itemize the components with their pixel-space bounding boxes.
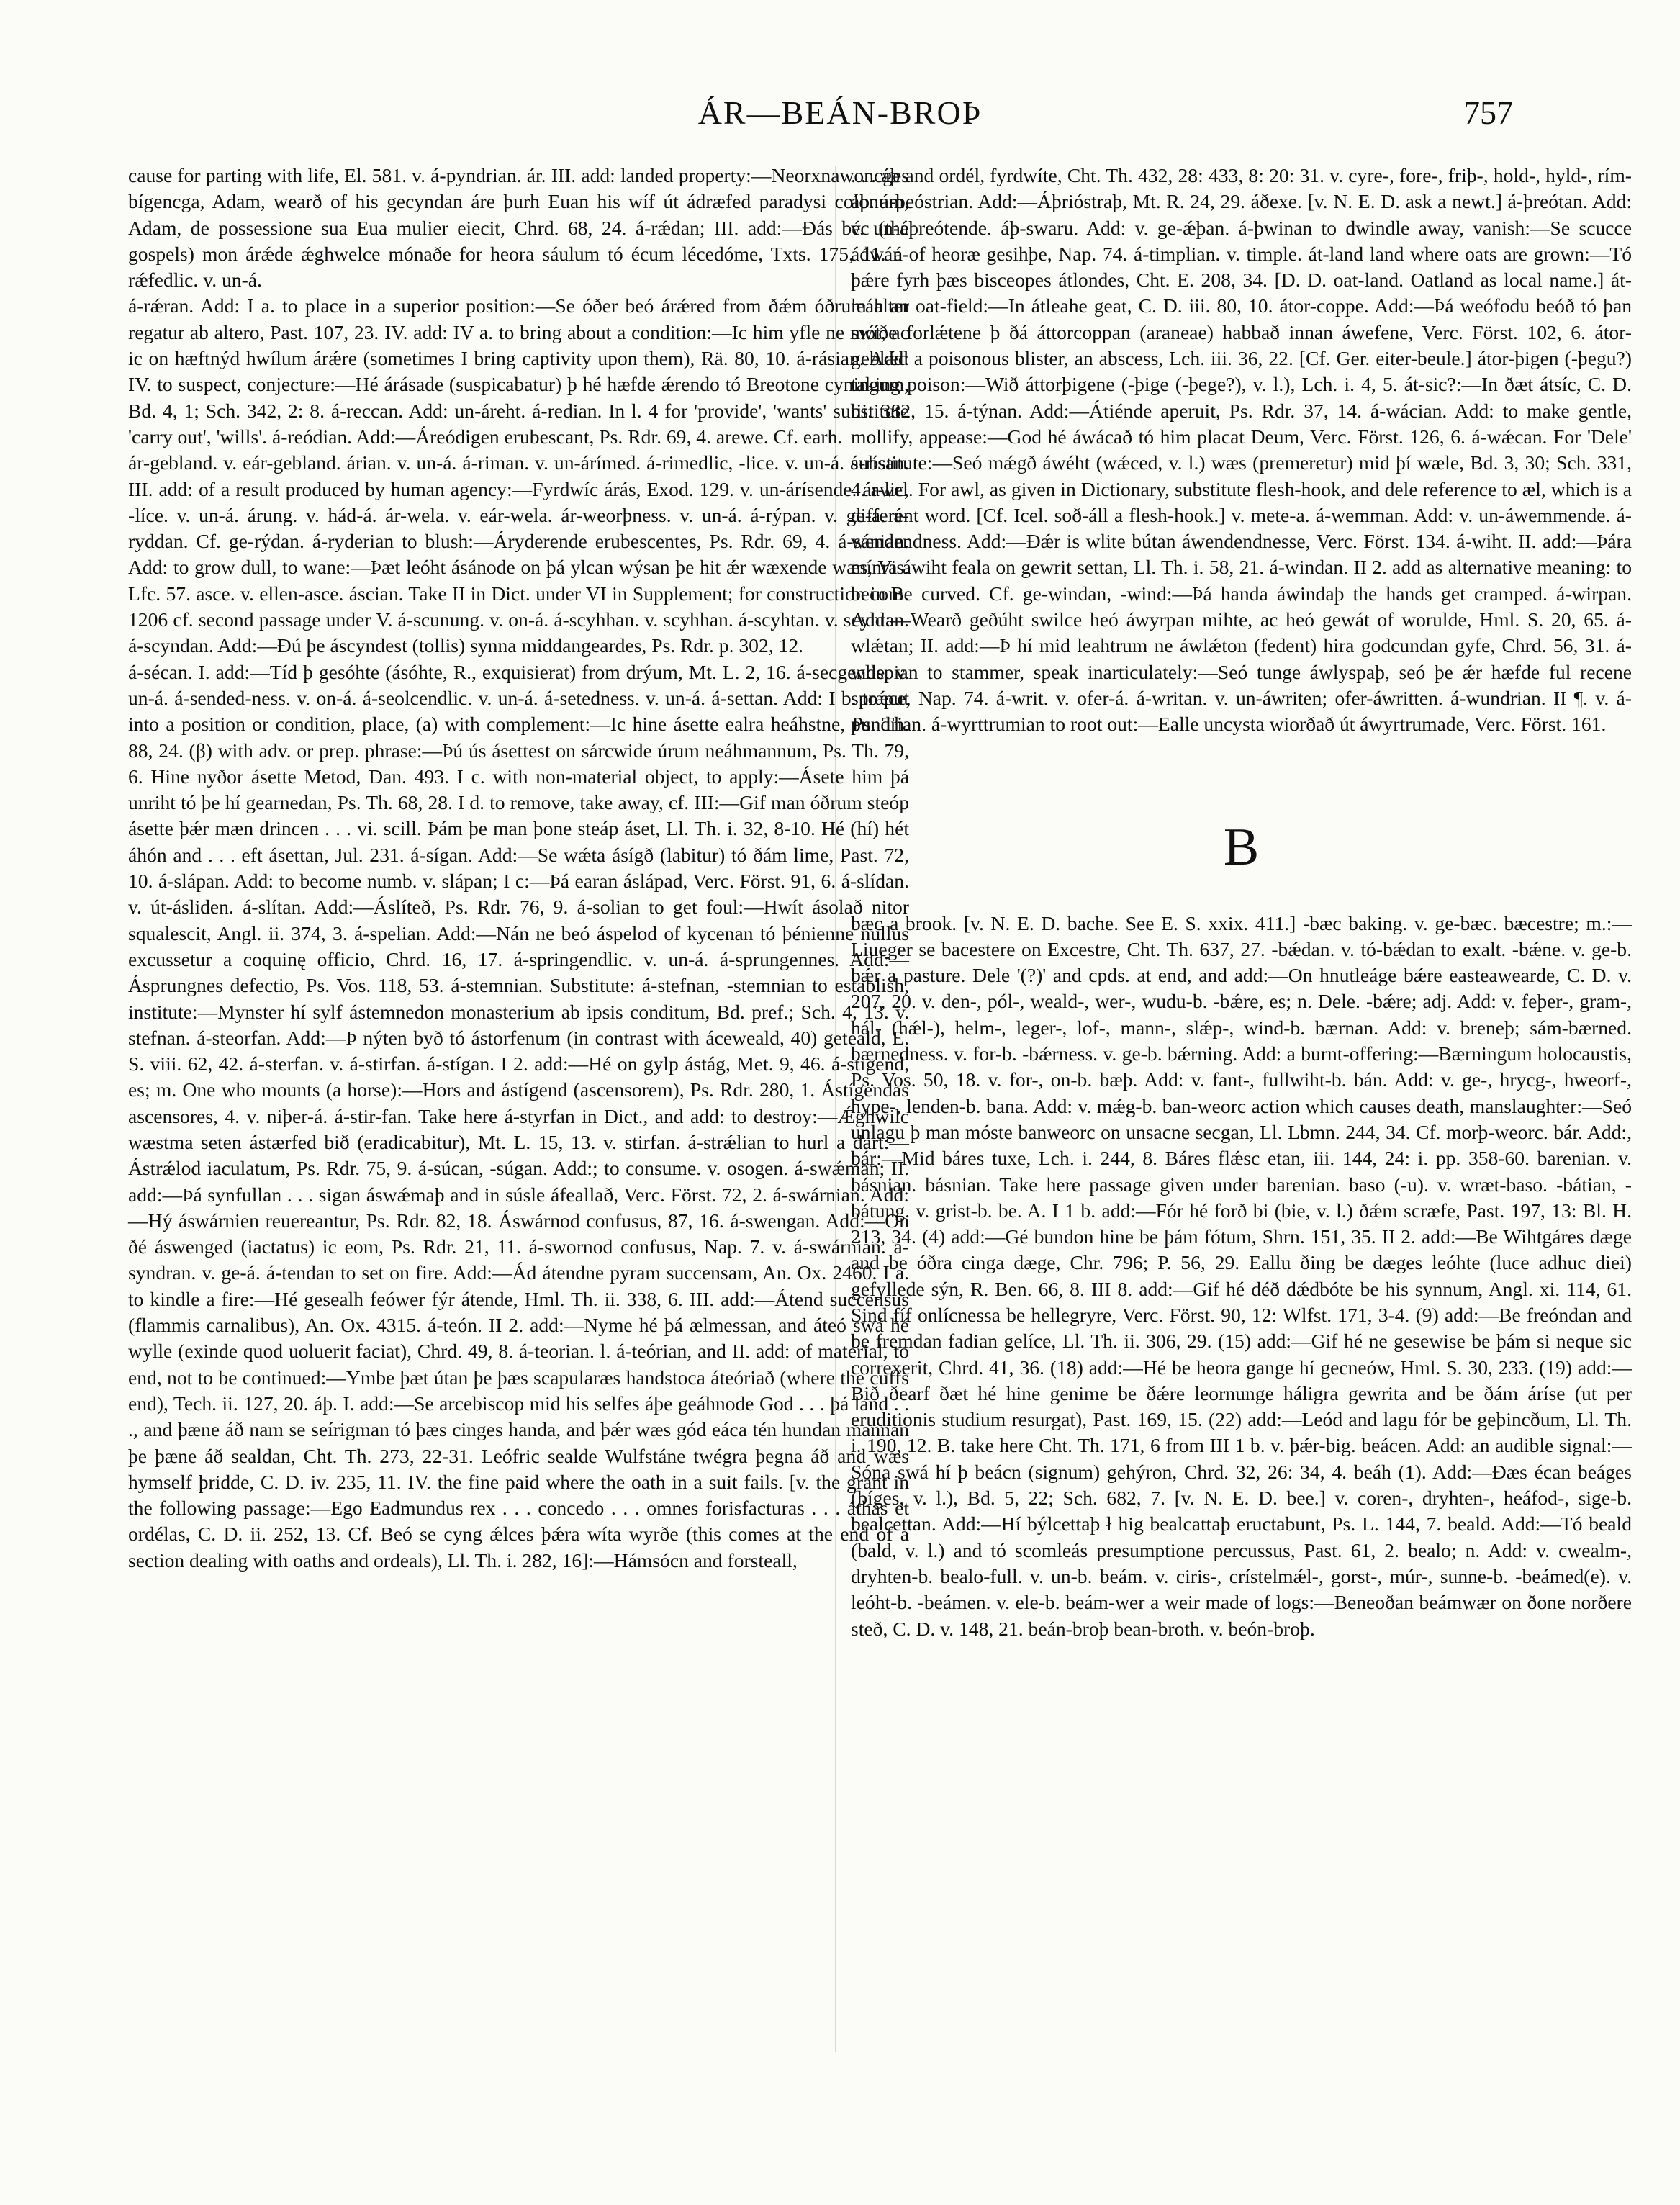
- dictionary-paragraph: á-rǽran. Add: I a. to place in a superior position:—Se óðer beó árǽred from ðǽm óðrum alter regatur ab altero, Past. 107, 23. IV. add: IV a. to bring about a condition:—Ic him yfle ne mót, ac ic on hæftnýd hwílum árǽre (sometimes I bring captivity upon them), Rä. 80, 10. á-rásian. Add: IV. to suspect, conjecture:—Hé árásade (suspicabatur) þ hé hæfde ǽrendo tó Breotone cyningum, Bd. 4, 1; Sch. 342, 2: 8. á-reccan. Add: un-áreht. á-redian. In l. 4 for 'provide', 'wants' substitute 'carry out', 'wills'. á-reódian. Add:—Áreódigen erubescant, Ps. Rdr. 69, 4. arewe. Cf. earh.: [128, 294, 909, 448]
- page-header: [0, 94, 1680, 144]
- dictionary-paragraph: á-sécan. I. add:—Tíd þ gesóhte (ásóhte, R., exquisierat) from drýum, Mt. L. 2, 16. á-secgende. v. un-á. á-sended-ness. v. on-á. á-seolcendlic. v. un-á. á-setedness. v. un-á. á-settan. Add: I b. to put into a position or condition, place, (a) with complement:—Ic hine ásette ealra heáhstne, Ps. Th. 88, 24. (β) with adv. or prep. phrase:—Þú ús ásettest on sárcwide úrum neáhmannum, Ps. Th. 79, 6. Hine nyðor ásette Metod, Dan. 493. I c. with non-material object, to apply:—Ásete him þá unriht tó þe hí gearnedan, Ps. Th. 68, 28. I d. to remove, take away, cf. III:—Gif man óðrum steóp ásette þǽr mæn drincen . . . vi. scill. Þám þe man þone steáp áset, Ll. Th. i. 32, 8-10. Hé (hí) hét áhón and . . . eft ásettan, Jul. 231. á-sígan. Add:—Se wǽta ásígð (labitur) tó ðám lime, Past. 72, 10. á-slápan. Add: to become numb. v. slápan; I c:—Þá earan áslápad, Verc. Först. 91, 6. á-slídan. v. út-ásliden. á-slítan. Add:—Áslíteð, Ps. Rdr. 76, 9. á-solian to get foul:—Hwít ásolað nitor squalescit, Angl. ii. 374, 3. á-spelian. Add:—Nán ne beó áspelod of kycenan tó þénienne nullus excussetur a coquinę officio, Chrd. 16, 17. á-springendlic. v. un-á. á-sprungennes. Add:—Ásprungnes defectio, Ps. Vos. 118, 53. á-stemnian. Substitute: á-stefnan, -stemnian to establish, institute:—Mynster hí sylf ástemnedon monasterium ab ipsis conditum, Bd. pref.; Sch. 4, 13. v. stefnan. á-steorfan. Add:—Þ nýten byð tó ástorfenum (in contrast with áceweald, 40) geteald, E. S. viii. 62, 42. á-sterfan. v. á-stirfan. á-stígan. I 2. add:—Hé on gylp ástág, Met. 9, 46. á-stigend, es; m. One who mounts (a horse):—Hors and ástígend (ascensorem), Ps. Rdr. 280, 1. Ástígendas ascensores, 4. v. niþer-á. á-stir-fan. Take here á-styrfan in Dict., and add: to destroy:—Ǽghwilc wæstma seten ástærfed bið (eradicabitur), Mt. L. 15, 13. v. stirfan. á-strǽlian to hurl a dart:—Ástrǽlod iaculatum, Ps. Rdr. 75, 9. á-súcan, -súgan. Add:; to consume. v. osogen. á-swǽman; II. add:—Þá synfullan . . . sigan áswǽmaþ and in súsle áfeallað, Verc. Först. 72, 2. á-swárnian. Add:—Hý áswárnien reuereantur, Ps. Rdr. 82, 18. Áswárnod confusus, 87, 16. á-swengan. Add:—On ðé áswenged (iactatus) ic eom, Ps. Rdr. 21, 11. á-swornod confusus, Nap. 7. v. á-swárnian. á-syndran. v. ge-á. á-tendan to set on fire. Add:—Ád átendne pyram succensam, An. Ox. 2460. I a. to kindle a fire:—Hé gesealh feówer fýr átende, Hml. Th. ii. 338, 6. III. add:—Átend succensus (flammis carnalibus), An. Ox. 4315. á-teón. II 2. add:—Nyme hé þá ælmessan, and áteó swá hé wylle (exinde quod uoluerit faciat), Chrd. 49, 8. á-teorian. l. á-teórian, and II. add: of material, to end, not to be continued:—Ymbe þæt útan þe þæs scapularæs handstoca áteóriað (where the cuffs end), Tech. ii. 127, 20. áþ. I. add:—Se arcebiscop mid his selfes áþe geáhnode God . . . þá land . . ., and þæne áð nam se seírigman tó þæs cinges handa, and þǽr wæs gód eáca tén hundan mannan þe þæne áð sealdan, Cht. Th. 273, 22-31. Leófric sealde Wulfstáne twégra þegna áð and wæs hymself þridde, C. D. iv. 235, 11. IV. the fine paid where the oath in a suit fails. [v. the grant in the following passage:—Ego Eadmundus rex . . . concedo . . . omnes forisfacturas . . . áthas et ordélas, C. D. ii. 252, 13. Cf. Beó se cyng ǽlces þǽra wíta wyrðe (this comes at the end of a section dealing with oaths and ordeals), Ll. Th. i. 282, 16]:—Hámsócn and forsteall,: [128, 660, 909, 1572]
- right-column: [851, 163, 1632, 1642]
- running-head: ÁR—BEÁN-BROÞ: [697, 94, 983, 131]
- dictionary-paragraph: bæc a brook. [v. N. E. D. bache. See E. S. xxix. 411.] -bæc baking. v. ge-bæc. bæcestre; m.:—Liueger se bacestere on Excestre, Cht. Th. 637, 27. -bǽdan. v. tó-bǽdan to exalt. -bǽne. v. ge-b. bǽr a pasture. Dele '(?)' and cpds. at end, and add:—On hnutleáge bǽre easteawearde, C. D. v. 207, 20. v. den-, pól-, weald-, wer-, wudu-b. -bǽre, es; n. Dele. -bǽre; adj. Add: v. feþer-, gram-, hál- (hǽl-), helm-, leger-, lof-, mann-, slǽp-, wind-b. bærnan. Add: v. breneþ; sám-bærned. bærnedness. v. for-b. -bǽrness. v. ge-b. bǽrning. Add: a burnt-offering:—Bærningum holocaustis, Ps. Vos. 50, 18. v. for-, on-b. bæþ. Add: v. fant-, fullwiht-b. bán. Add: v. ge-, hrycg-, hweorf-, hype-, lenden-b. bana. Add: v. mǽg-b. ban-weorc action which causes death, manslaughter:—Seó unlagu þ man móste banweorc on unsacne secgan, Ll. Lbmn. 244, 34. Cf. morþ-weorc. bár. Add:, bár:—Mid báres tuxe, Lch. i. 244, 8. Báres flǽsc etan, iii. 144, 24: i. pp. 358-60. barenian. v. básnian. básnian. Take here passage given under barenian. baso (-u). v. wræt-baso. -bátian, -bátung. v. grist-b. be. A. I 1 b. add:—Fór hé forð bi (bie, v. l.) ðǽm scræfe, Past. 197, 13: Bl. H. 213, 34. (4) add:—Gé bundon hine be þám fótum, Shrn. 151, 35. II 2. add:—Be Wihtgáres dæge and be óðra cinga dæge, Chr. 796; P. 56, 29. Eallu ðing be dæges leóhte (luce adhuc diei) gefyllede sýn, R. Ben. 66, 8. III 8. add:—Gif hé déð dǽdbóte be his synnum, Angl. xi. 114, 61. Sind fíf onlícnessa be hellegryre, Verc. Först. 90, 12: Wlfst. 171, 3-4. (9) add:—Be freóndan and be fremdan fadian gelíce, Ll. Th. ii. 306, 29. (15) add:—Gif hé ne gesewise be þám si neque sic correxerit, Chrd. 41, 36. (18) add:—Hé be heora gange hí gecneów, Hml. S. 30, 233. (19) add:—Bið ðearf ðæt hé hine genime be ðǽre leornunge háligra gewrita and be ðám áríse (ut per eruditionis studium resurgat), Past. 169, 15. (22) add:—Leód and lagu fór be geþincðum, Ll. Th. i. 190, 12. B. take here Cht. Th. 171, 6 from III 1 b. v. þǽr-big. beácen. Add: an audible signal:—Sóna swá hí þ beácn (signum) gehýron, Chrd. 32, 26: 34, 4. beáh (1). Add:—Ðæs écan beáges (bíges, v. l.), Bd. 5, 22; Sch. 682, 7. [v. N. E. D. bee.] v. coren-, dryhten-, heáfod-, sige-b. bealcettan. Add:—Hí býlcettaþ ł hig bealcattaþ eructabunt, Ps. L. 144, 7. beald. Add:—Tó beald (bald, v. l.) and tó scomleás presumptione percussus, Past. 61, 2. bealo; n. Add: v. cwealm-, dryhten-b. bealo-full. v. un-b. beám. v. ciris-, crístelmǽl-, gorst-, múr-, sunne-b. -beámed(e). v. leóht-b. -beámen. v. ele-b. beám-wer a weir made of logs:—Beneoðan beámwær on ðone norðere steð, C. D. v. 148, 21. beán-broþ bean-broth. v. beón-broþ.: [851, 911, 1632, 1640]
- page-number: 757: [1463, 94, 1513, 131]
- section-letter-heading: B: [1223, 817, 1260, 877]
- dictionary-paragraph: . . . áþ and ordél, fyrdwíte, Cht. Th. 432, 28: 433, 8: 20: 31. v. cyre-, fore-, friþ-, hold-, hyld-, rím-áþ. á-þeóstrian. Add:—Áþrióstraþ, Mt. R. 24, 29. áðexe. [v. N. E. D. ask a newt.] á-þreótan. Add: v. un-áþreótende. áþ-swaru. Add: v. ge-ǽþan. á-þwinan to dwindle away, vanish:—Se scucce ádwán of heoræ gesihþe, Nap. 74. á-timplian. v. timple. át-land land where oats are grown:—Tó þǽre fyrh þæs bisceopes átlondes, Cht. E. 208, 34. [D. D. oat-land. Oatland as local name.] át-leáh an oat-field:—In átleahe geat, C. D. iii. 80, 10. átor-coppe. Add:—Þá weófodu beóð tó þan swíðe forlǽtene þ ðá áttorcoppan (araneae) habbað innan áwefene, Verc. Först. 102, 6. átor-geblǽd a poisonous blister, an abscess, Lch. iii. 36, 22. [Cf. Ger. eiter-beule.] átor-þigen (-þegu?) taking poison:—Wið áttorþigene (-þige (-þege?), v. l.), Lch. i. 4, 5. át-sic?:—In ðæt átsíc, C. D. iii. 382, 15. á-týnan. Add:—Átiénde aperuit, Ps. Rdr. 37, 14. á-wácian. Add: to make gentle, mollify, appease:—God hé áwácað tó him placat Deum, Verc. Först. 126, 6. á-wǽcan. For 'Dele' substitute:—Seó mǽgð áwéht (wǽced, v. l.) wæs (premeretur) mid þí wæle, Bd. 3, 30; Sch. 331, 4. awel. For awl, as given in Dictionary, substitute flesh-hook, and dele reference to æl, which is a different word. [Cf. Icel. soð-áll a flesh-hook.] v. mete-a. á-wemman. Add: v. un-áwemmende. á-wendendness. Add:—Ðǽr is wlite bútan áwendendnesse, Verc. Först. 134. á-wiht. II. add:—Þára mínra áwiht feala on gewrit settan, Ll. Th. i. 58, 21. á-windan. II 2. add as alternative meaning: to become curved. Cf. ge-windan, -wind:—Þá handa áwindaþ the hands get cramped. á-wirpan. Add:—Wearð geðúht swilce heó áwyrpan mihte, ac heó gewát of worulde, Hml. S. 20, 65. á-wlǽtan; II. add:—Þ hí mid leahtrum ne áwlǽton (fedent) hira godcundan gyfe, Chrd. 56, 31. á-wlispian to stammer, speak inarticulately:—Seó tunge áwlyspaþ, seó þe ǽr hæfde ful recene sprǽce, Nap. 74. á-writ. v. ofer-á. á-writan. v. un-áwriten; ofer-áwritten. á-wundrian. II ¶. v. á-pundrian. á-wyrttrumian to root out:—Ealle uncysta wiorðað út áwyrtrumade, Verc. Först. 161.: [851, 164, 1632, 736]
- left-column: [128, 163, 909, 1574]
- dictionary-paragraph: cause for parting with life, El. 581. v. á-pyndrian. ár. III. add: landed property:—Neorxnawoncges bígencga, Adam, wearð of his gecyndan áre þurh Euan his wíf út ádræfed paradysi colonum, Adam, de possessione sua Eua mulier eiecit, Chrd. 68, 24. á-rǽdan; III. add:—Ðás béc (the gospels) mon árǽde ǽghwelce mónaðe for heora sáulum tó écum lécedóme, Txts. 175, 11. á-rǽfedlic. v. un-á.: [128, 164, 909, 292]
- dictionary-paragraph: ár-gebland. v. eár-gebland. árian. v. un-á. á-riman. v. un-árímed. á-rimedlic, -lice. v. un-á. á-rísan. III. add: of a result produced by human agency:—Fyrdwíc árás, Exod. 129. v. un-árísende. ár-lic, -líce. v. un-á. árung. v. hád-á. ár-wela. v. eár-wela. ár-weorþness. v. un-á. á-rýpan. v. ge-á. á-ryddan. Cf. ge-rýdan. á-ryderian to blush:—Áryderende erubescentes, Ps. Rdr. 69, 4. á-sánian. Add: to grow dull, to wane:—Þæt leóht ásánode on þá ylcan wýsan þe hit ǽr wæxende wæs, Vis. Lfc. 57. asce. v. ellen-asce. áscian. Take II in Dict. under VI in Supplement; for construction in B. 1206 cf. second passage under V. á-scunung. v. on-á. á-scyhhan. v. scyhhan. á-scyhtan. v. scyhtan. á-scyndan. Add:—Ðú þe áscyndest (tollis) synna middangeardes, Ps. Rdr. p. 302, 12.: [128, 451, 909, 657]
